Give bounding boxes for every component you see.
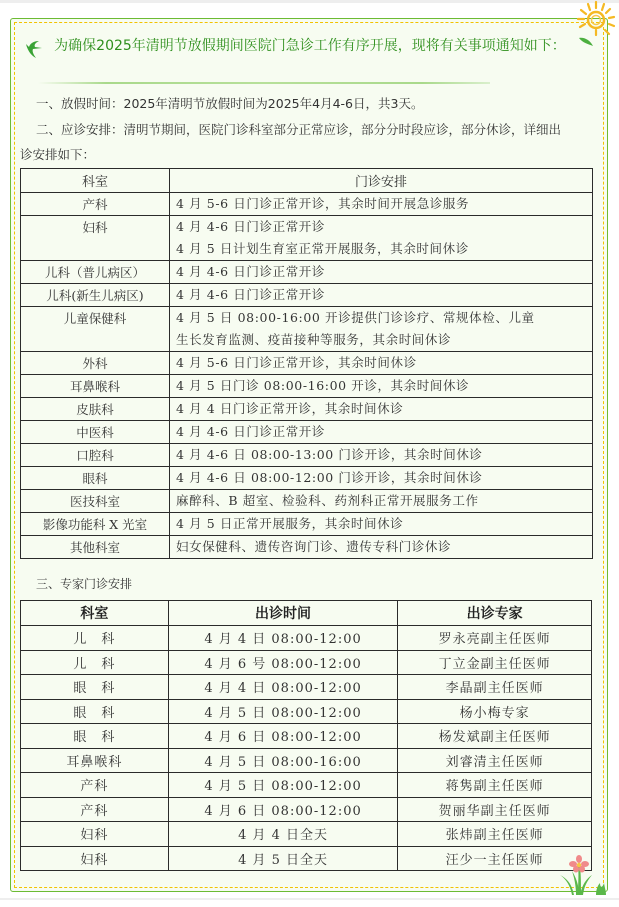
schedule-cell [170,307,593,352]
table-row [21,748,592,773]
header-time: 出诊时间 [168,601,398,626]
expert-cell: 汪少一主任医师 [398,846,592,871]
schedule-line: 4 月 5-6 日门诊正常开诊，其余时间休诊 [176,355,417,370]
table-row [21,261,593,284]
table-row [21,724,592,749]
schedule-line: 生长发育监测、疫苗接种等服务，其余时间休诊 [176,332,452,347]
table-header-row [21,601,592,626]
table-row [21,846,592,871]
expert-schedule-table [20,600,592,871]
schedule-line: 4 月 4-6 日门诊正常开诊 [176,264,326,279]
time-cell: 4 月 4 日全天 [168,822,398,847]
expert-cell: 罗永亮副主任医师 [398,626,592,651]
flower-icon [552,855,610,895]
table-row [21,490,593,513]
expert-cell: 张炜副主任医师 [398,822,592,847]
schedule-cell [170,261,593,284]
dept-cell: 妇科 [21,216,170,261]
schedule-cell [170,513,593,536]
table-row [21,626,592,651]
expert-cell: 蒋隽副主任医师 [398,773,592,798]
time-cell: 4 月 5 日全天 [168,846,398,871]
dept-cell: 医技科室 [21,490,170,513]
table-row [21,307,593,352]
schedule-line: 4 月 4-6 日 08:00-12:00 门诊开诊，其余时间休诊 [176,470,483,485]
schedule-line: 4 月 5 日门诊 08:00-16:00 开诊，其余时间休诊 [176,378,470,393]
header-dept: 科室 [21,601,169,626]
dept-cell: 皮肤科 [21,398,170,421]
dept-cell: 眼 科 [21,699,169,724]
dept-cell: 妇科 [21,822,169,847]
schedule-line: 4 月 4-6 日门诊正常开诊 [176,219,326,234]
schedule-cell [170,375,593,398]
holiday-paragraph: 一、放假时间：2025年清明节放假时间为2025年4月4-6日，共3天。 [36,96,424,111]
schedule-cell [170,421,593,444]
top-edge [0,0,619,3]
time-cell: 4 月 4 日 08:00-12:00 [168,626,398,651]
schedule-line: 4 月 5 日正常开展服务，其余时间休诊 [176,516,404,531]
expert-cell: 丁立金副主任医师 [398,650,592,675]
time-cell: 4 月 6 号 08:00-12:00 [168,650,398,675]
table-row [21,822,592,847]
time-cell: 4 月 5 日 08:00-16:00 [168,748,398,773]
schedule-line: 4 月 5 日 08:00-16:00 开诊提供门诊诊疗、常规体检、儿童 [176,310,535,325]
dept-cell: 耳鼻喉科 [21,375,170,398]
table-row [21,421,593,444]
dept-cell: 眼科 [21,467,170,490]
time-cell: 4 月 6 日 08:00-12:00 [168,724,398,749]
schedule-cell [170,398,593,421]
notice-title: 为确保2025年清明节放假期间医院门急诊工作有序开展，现将有关事项通知如下： [54,38,566,54]
dept-cell: 眼 科 [21,724,169,749]
table-row [21,699,592,724]
dept-cell: 耳鼻喉科 [21,748,169,773]
dept-cell: 口腔科 [21,444,170,467]
table-row [21,467,593,490]
header-schedule: 门诊安排 [170,169,593,193]
dept-cell: 产科 [21,193,170,216]
dept-cell: 儿科（普儿病区） [21,261,170,284]
dept-cell: 影像功能科 X 光室 [21,513,170,536]
schedule-line: 4 月 4-6 日门诊正常开诊 [176,424,326,439]
time-cell: 4 月 5 日 08:00-12:00 [168,699,398,724]
expert-cell: 刘睿清主任医师 [398,748,592,773]
table-row [21,352,593,375]
schedule-cell [170,352,593,375]
schedule-line: 4 月 4-6 日 08:00-13:00 门诊开诊，其余时间休诊 [176,447,483,462]
table-row [21,650,592,675]
time-cell: 4 月 6 日 08:00-12:00 [168,797,398,822]
schedule-cell [170,193,593,216]
dept-cell: 产科 [21,797,169,822]
expert-cell: 贺丽华副主任医师 [398,797,592,822]
dept-cell: 儿科(新生儿病区) [21,284,170,307]
table-row [21,513,593,536]
schedule-cell [170,467,593,490]
expert-cell: 杨小梅专家 [398,699,592,724]
arrangement-paragraph: 二、应诊安排：清明节期间，医院门诊科室部分正常应诊，部分分时段应诊，部分休诊，详细出 [36,122,562,137]
schedule-line: 妇女保健科、遗传咨询门诊、遗传专科门诊休诊 [176,539,452,554]
swallow-icon [22,38,46,62]
dept-cell: 儿童保健科 [21,307,170,352]
dept-cell: 外科 [21,352,170,375]
experts-heading: 三、专家门诊安排 [36,577,133,591]
dept-cell: 儿 科 [21,626,169,651]
time-cell: 4 月 4 日 08:00-12:00 [168,675,398,700]
schedule-line: 4 月 5-6 日门诊正常开诊，其余时间开展急诊服务 [176,196,470,211]
arrangement-paragraph-cont: 诊安排如下： [20,147,96,162]
schedule-line: 4 月 4 日门诊正常开诊，其余时间休诊 [176,401,404,416]
dept-cell: 儿 科 [21,650,169,675]
schedule-cell [170,216,593,261]
table-header-row [21,169,593,193]
table-row [21,398,593,421]
schedule-cell [170,444,593,467]
outpatient-schedule-table [20,168,593,559]
dept-cell: 妇科 [21,846,169,871]
schedule-line: 麻醉科、B 超室、检验科、药剂科正常开展服务工作 [176,493,479,508]
table-row [21,216,593,261]
bottom-edge [0,898,619,900]
schedule-cell [170,536,593,559]
expert-cell: 杨发斌副主任医师 [398,724,592,749]
time-cell: 4 月 5 日 08:00-12:00 [168,773,398,798]
schedule-line: 4 月 4-6 日门诊正常开诊 [176,287,326,302]
schedule-line: 4 月 5 日计划生育室正常开展服务，其余时间休诊 [176,241,469,256]
leaf-icon [578,36,594,48]
table-row [21,284,593,307]
dept-cell: 中医科 [21,421,170,444]
schedule-cell [170,490,593,513]
dept-cell: 眼 科 [21,675,169,700]
schedule-cell [170,284,593,307]
title-divider [38,82,490,84]
table-row [21,797,592,822]
table-row [21,773,592,798]
table-row [21,193,593,216]
header-expert: 出诊专家 [398,601,592,626]
table-row [21,375,593,398]
table-row [21,444,593,467]
table-row [21,536,593,559]
dept-cell: 产科 [21,773,169,798]
dept-cell: 其他科室 [21,536,170,559]
expert-cell: 李晶副主任医师 [398,675,592,700]
table-row [21,675,592,700]
header-dept: 科室 [21,169,170,193]
